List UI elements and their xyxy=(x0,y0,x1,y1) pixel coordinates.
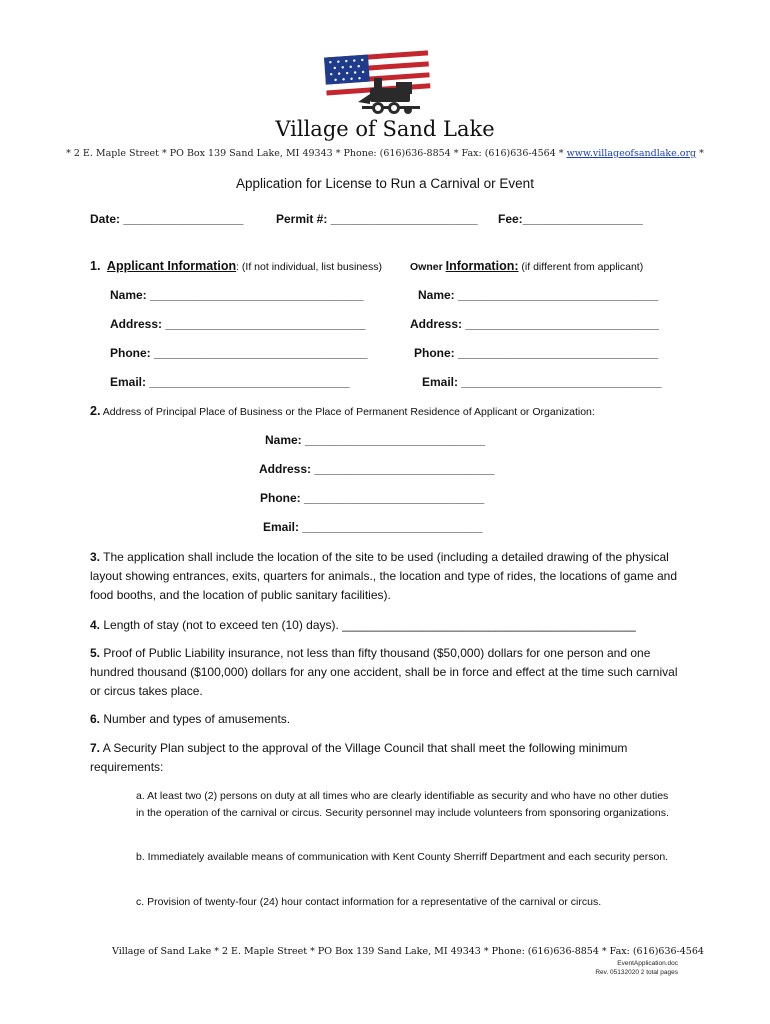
section-1-header xyxy=(90,259,382,273)
section-7-body: A Security Plan subject to the approval of the Village Council that shall meet the following minimum requirements: xyxy=(90,741,628,774)
address-end: * xyxy=(699,148,704,159)
date-field[interactable]: Date: __________________ xyxy=(90,212,244,226)
section-6-body: Number and types of amusements. xyxy=(103,712,291,726)
section-3-body: The application shall include the location of the site to be used (including a detailed drawing of the physical layout showing entrances, exits, quarters for animals., the location and type of rides, the locations of game and food booths, and the location of public sanitary facilities). xyxy=(90,550,677,602)
section-2-number: 2. xyxy=(90,404,101,418)
section-4-text xyxy=(90,616,690,635)
principal-name-field[interactable]: Name: ___________________________ xyxy=(265,433,486,447)
section-7-item-a: a. At least two (2) persons on duty at all times who are clearly identifiable as security and who have no other duties in the operation of the carnival or circus. Security personnel may include volunteers from sponsoring organizations. xyxy=(136,790,669,819)
section-2-text xyxy=(90,404,595,418)
section-3-number: 3. xyxy=(90,550,101,564)
section-7-item-c: c. Provision of twenty-four (24) hour contact information for a representative of the carnival or circus. xyxy=(136,896,602,908)
applicant-phone-field[interactable]: Phone: ________________________________ xyxy=(110,346,368,360)
section-1-number: 1. xyxy=(90,259,101,273)
owner-info-header xyxy=(410,259,643,273)
section-7-number: 7. xyxy=(90,741,101,755)
section-5-body: Proof of Public Liability insurance, not less than fifty thousand ($50,000) dollars for one person and one hundred thousand ($100,000) dollars for any one accident, shall be in force and effect at the time such carnival or circus takes place. xyxy=(90,646,678,698)
owner-address-field[interactable]: Address: _____________________________ xyxy=(410,317,659,331)
applicant-email-field[interactable]: Email: ______________________________ xyxy=(110,375,350,389)
owner-info-note: (if different from applicant) xyxy=(518,261,644,273)
address-line: * 2 E. Maple Street * PO Box 139 Sand Lake, MI 49343 * Phone: (616)636-8854 * Fax: (616)636-4564 * xyxy=(66,148,564,159)
footer-revision: Rev. 05132020 2 total pages xyxy=(595,969,678,976)
applicant-address-field[interactable]: Address: ______________________________ xyxy=(110,317,366,331)
applicant-info-label: Applicant Information xyxy=(106,259,237,273)
section-3-text xyxy=(90,548,680,605)
section-5-number: 5. xyxy=(90,646,101,660)
website-link[interactable]: www.villageofsandlake.org xyxy=(566,148,697,159)
section-7-item-b: b. Immediately available means of communication with Kent County Sherriff Department and each security person. xyxy=(136,851,669,863)
principal-phone-field[interactable]: Phone: ___________________________ xyxy=(260,491,485,505)
owner-name-field[interactable]: Name: ______________________________ xyxy=(418,288,659,302)
fee-field[interactable]: Fee:__________________ xyxy=(498,212,643,226)
section-7-text xyxy=(90,739,680,777)
section-5-text xyxy=(90,644,680,701)
principal-email-field[interactable]: Email: ___________________________ xyxy=(263,520,483,534)
owner-email-field[interactable]: Email: ______________________________ xyxy=(422,375,662,389)
village-logo xyxy=(318,48,436,120)
owner-info-label: Information: xyxy=(445,259,519,273)
section-6-number: 6. xyxy=(90,712,101,726)
section-2-label: Address of Principal Place of Business or the Place of Permanent Residence of Applicant or Organization: xyxy=(102,406,595,418)
principal-address-field[interactable]: Address: ___________________________ xyxy=(259,462,495,476)
document-title: Application for License to Run a Carnival or Event xyxy=(236,176,534,191)
owner-phone-field[interactable]: Phone: ______________________________ xyxy=(414,346,659,360)
length-of-stay-field[interactable]: Length of stay (not to exceed ten (10) days). ____________________________________________ xyxy=(103,618,636,632)
footer-filename: EventApplication.doc xyxy=(617,960,678,967)
section-4-number: 4. xyxy=(90,618,101,632)
footer-address: Village of Sand Lake * 2 E. Maple Street * PO Box 139 Sand Lake, MI 49343 * Phone: (616)636-8854 * Fax: (616)636-4564 xyxy=(112,946,704,957)
owner-prefix: Owner xyxy=(410,261,446,273)
org-title: Village of Sand Lake xyxy=(275,117,495,141)
permit-field[interactable]: Permit #: ______________________ xyxy=(276,212,478,226)
section-6-text xyxy=(90,710,680,729)
applicant-info-note: : (If not individual, list business) xyxy=(236,261,382,273)
header-address xyxy=(0,148,770,159)
applicant-name-field[interactable]: Name: ________________________________ xyxy=(110,288,364,302)
